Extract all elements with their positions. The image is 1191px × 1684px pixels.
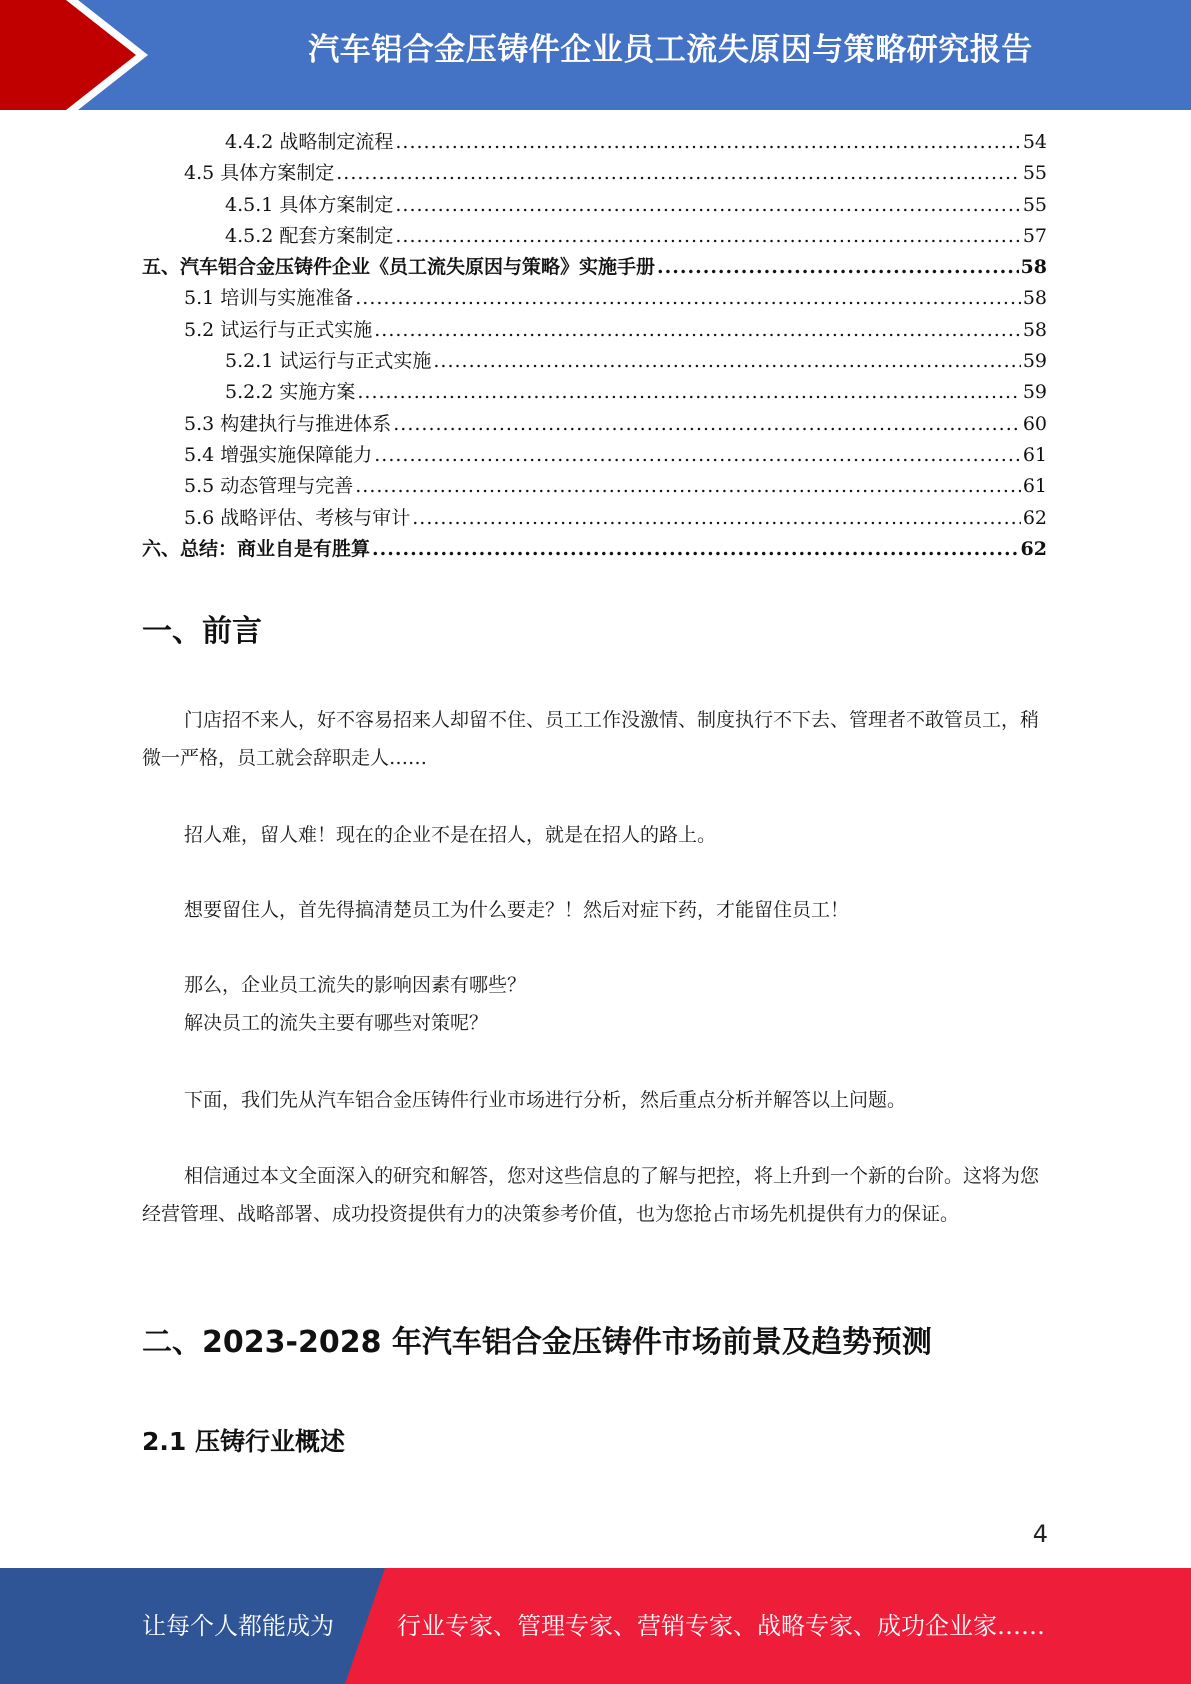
toc-entry[interactable] xyxy=(142,158,1047,189)
toc-entry[interactable] xyxy=(142,190,1047,221)
toc-leader-dots xyxy=(412,507,1021,529)
paragraph: 相信通过本文全面深入的研究和解答，您对这些信息的了解与把控，将上升到一个新的台阶。这将为您经营管理、战略部署、成功投资提供有力的决策参考价值，也为您抢占市场先机提供有力的保证。 xyxy=(142,1165,1040,1225)
toc-entry[interactable] xyxy=(142,221,1047,252)
toc-entry-text: 5.2.1 试运行与正式实施 xyxy=(225,350,432,373)
toc-entry-text: 5.1 培训与实施准备 xyxy=(184,287,354,310)
toc-leader-dots xyxy=(433,350,1020,372)
toc-entry[interactable] xyxy=(142,534,1047,565)
toc-entry-page: 62 xyxy=(1020,537,1047,560)
toc-entry-page: 62 xyxy=(1022,506,1047,529)
toc-leader-dots xyxy=(393,413,1021,435)
footer-slogan-left: 让每个人都能成为 xyxy=(142,1612,334,1640)
toc-leader-dots xyxy=(357,381,1020,403)
toc-entry-page: 60 xyxy=(1022,412,1047,435)
toc-leader-dots xyxy=(355,475,1021,497)
toc-entry[interactable] xyxy=(142,440,1047,471)
toc-entry-text: 六、总结：商业自是有胜算 xyxy=(142,537,371,560)
toc-entry-text: 4.4.2 战略制定流程 xyxy=(225,131,394,153)
toc-leader-dots xyxy=(395,194,1020,216)
toc-leader-dots xyxy=(336,162,1021,184)
toc-entry[interactable] xyxy=(142,127,1047,158)
toc-entry[interactable] xyxy=(142,471,1047,502)
toc-entry[interactable] xyxy=(142,252,1047,283)
toc-entry-text: 4.5.2 配套方案制定 xyxy=(225,224,394,247)
paragraph: 门店招不来人，好不容易招来人却留不住、员工工作没激情、制度执行不下去、管理者不敢管员工，稍微一严格，员工就会辞职走人…… xyxy=(142,709,1040,769)
table-of-contents xyxy=(142,127,1047,565)
section-heading-preface: 一、前言 xyxy=(142,614,262,649)
page-footer xyxy=(0,1568,1191,1684)
section-heading-market-outlook: 二、2023-2028 年汽车铝合金压铸件市场前景及趋势预测 xyxy=(142,1325,932,1360)
toc-entry[interactable] xyxy=(142,377,1047,408)
toc-entry-text: 5.3 构建执行与推进体系 xyxy=(184,412,392,435)
toc-entry-text: 5.6 战略评估、考核与审计 xyxy=(184,506,411,529)
toc-entry-text: 五、汽车铝合金压铸件企业《员工流失原因与策略》实施手册 xyxy=(142,256,656,279)
page-number: 4 xyxy=(1032,1520,1048,1548)
subsection-heading: 2.1 压铸行业概述 xyxy=(142,1427,345,1456)
toc-entry-page: 61 xyxy=(1022,443,1047,466)
toc-entry[interactable] xyxy=(142,503,1047,534)
toc-entry-text: 5.2 试运行与正式实施 xyxy=(184,318,373,341)
toc-leader-dots xyxy=(395,225,1020,247)
toc-leader-dots xyxy=(657,256,1019,278)
toc-entry-text: 5.5 动态管理与完善 xyxy=(184,475,354,498)
toc-entry-page: 58 xyxy=(1020,256,1047,279)
toc-entry-page: 58 xyxy=(1022,318,1047,341)
toc-leader-dots xyxy=(374,319,1021,341)
report-title: 汽车铝合金压铸件企业员工流失原因与策略研究报告 xyxy=(308,32,1033,68)
paragraph: 招人难，留人难！现在的企业不是在招人，就是在招人的路上。 xyxy=(184,824,717,846)
toc-entry-page: 57 xyxy=(1022,224,1047,247)
toc-leader-dots xyxy=(372,538,1019,560)
toc-entry-page: 55 xyxy=(1022,193,1047,216)
paragraph: 下面，我们先从汽车铝合金压铸件行业市场进行分析，然后重点分析并解答以上问题。 xyxy=(184,1089,907,1111)
toc-entry-page: 55 xyxy=(1022,162,1047,185)
toc-entry[interactable] xyxy=(142,283,1047,314)
header-chevron-icon xyxy=(0,0,150,110)
toc-leader-dots xyxy=(395,131,1020,153)
toc-leader-dots xyxy=(374,444,1021,466)
toc-entry-text: 4.5 具体方案制定 xyxy=(184,162,335,185)
toc-leader-dots xyxy=(355,287,1021,309)
page-header xyxy=(0,0,1191,110)
toc-entry[interactable] xyxy=(142,315,1047,346)
toc-entry-page: 61 xyxy=(1022,475,1047,498)
paragraph: 解决员工的流失主要有哪些对策呢？ xyxy=(184,1012,489,1034)
paragraph: 想要留住人，首先得搞清楚员工为什么要走？！然后对症下药，才能留住员工！ xyxy=(184,899,850,921)
toc-entry-page: 58 xyxy=(1022,287,1047,310)
toc-entry-text: 5.4 增强实施保障能力 xyxy=(184,443,373,466)
toc-entry[interactable] xyxy=(142,409,1047,440)
toc-entry-text: 5.2.2 实施方案 xyxy=(225,381,356,404)
toc-entry-page: 59 xyxy=(1022,350,1047,373)
toc-entry-page: 59 xyxy=(1022,381,1047,404)
footer-slogan-right: 行业专家、管理专家、营销专家、战略专家、成功企业家…… xyxy=(397,1612,1045,1640)
toc-entry-page: 54 xyxy=(1022,131,1047,153)
paragraph: 那么，企业员工流失的影响因素有哪些？ xyxy=(184,974,527,996)
toc-entry[interactable] xyxy=(142,346,1047,377)
toc-entry-text: 4.5.1 具体方案制定 xyxy=(225,193,394,216)
